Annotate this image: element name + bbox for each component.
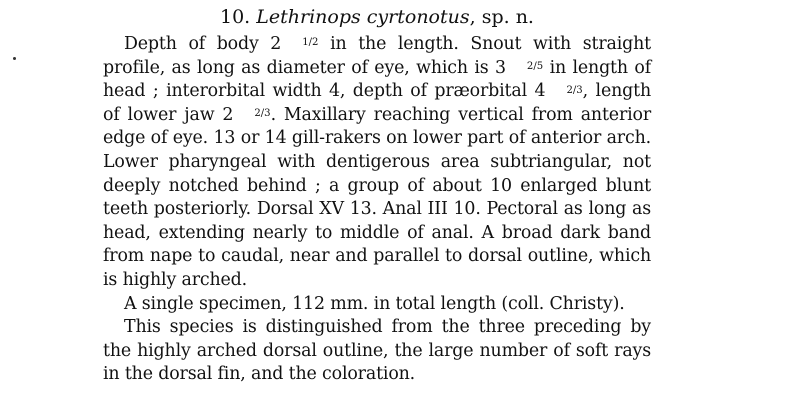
fraction-preorbital: 2/3 [566, 84, 583, 96]
fraction-eye: 2/5 [526, 61, 544, 73]
species-suffix: , sp. n. [469, 6, 534, 28]
description-text-2: in the length. Snout with straight profile, as long as diameter of eye, which is 3 [103, 34, 651, 78]
distinction-paragraph: This species is distinguished from the three preceding by the highly arched dorsal outline, the large number of soft rays in the dorsal fin, and the coloration. [103, 317, 651, 385]
species-name: Lethrinops cyrtonotus [256, 6, 470, 28]
species-number: 10. [220, 6, 251, 28]
document-page [103, 0, 651, 400]
description-text-5: . Maxillary reaching vertical from anterior edge of eye. 13 or 14 gill-rakers on lower part of anterior arch. Lower pharyngeal with dentigerous area subtriangular, not deeply notched behind ; a group of about 10 enlarged blunt teeth posteriorly. Dorsal XV 13. Anal III 10. Pectoral as long as head, extending nearly to middle of anal. A broad dark band from nape to caudal, near and parallel to dorsal outline, which is highly arched. [103, 104, 651, 290]
description-paragraph [103, 33, 651, 293]
description-text-4: , length of lower jaw 2 [103, 81, 652, 125]
species-heading [103, 4, 651, 30]
specimen-paragraph: A single specimen, 112 mm. in total length (coll. Christy). [124, 293, 625, 314]
description-text-3: in length of head ; interorbital width 4, depth of præorbital 4 [103, 57, 651, 102]
fraction-lower-jaw: 2/3 [254, 108, 271, 120]
species-description [103, 33, 651, 387]
description-text-1: Depth of body 2 [124, 34, 282, 54]
fraction-depth: 1/2 [302, 37, 319, 49]
stray-dot-mark [13, 57, 16, 60]
